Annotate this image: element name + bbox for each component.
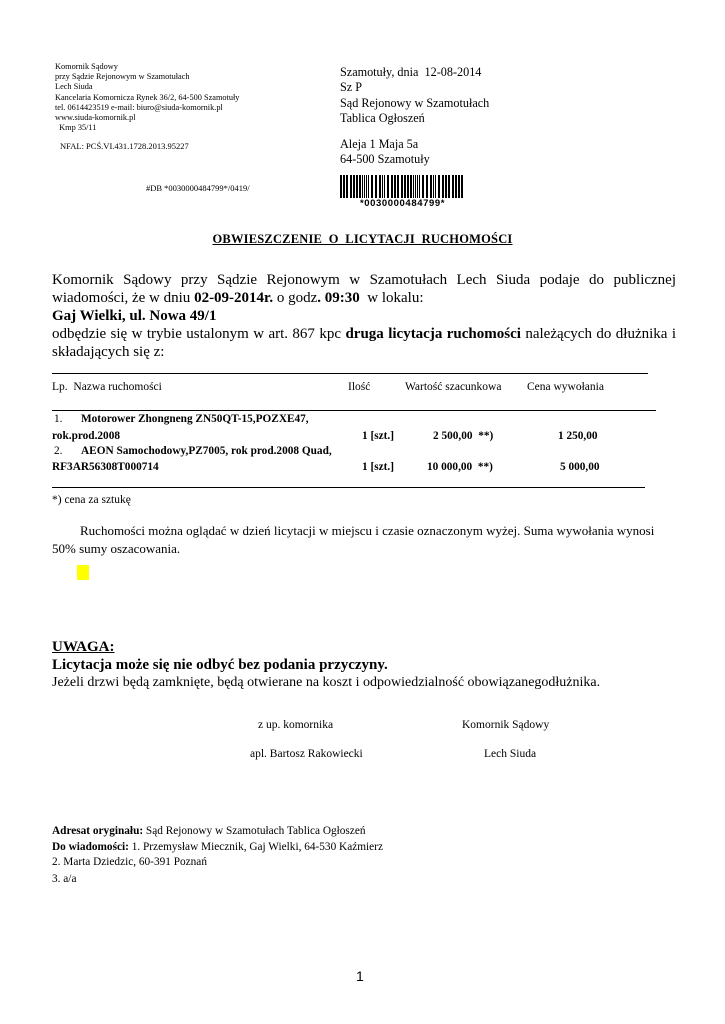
signature-left-name: apl. Bartosz Rakowiecki [250,748,363,760]
addressee-court: Sąd Rejonowy w Szamotułach [340,95,490,110]
recipient-original-value: Sąd Rejonowy w Szamotułach Tablica Ogłoszeń [143,825,366,837]
sender-line: Komornik Sądowy [55,62,118,71]
recipient-info-3: 3. a/a [52,872,77,885]
row-qty: 1 [szt.] [362,461,394,473]
addressee-city: 64-500 Szamotuły [340,152,430,167]
nfal-reference: NFAL: PCŚ.VI.431.1728.2013.95227 [60,141,189,151]
sender-line: www.siuda-komornik.pl [55,113,136,123]
addressee-street: Aleja 1 Maja 5a [340,137,419,151]
auction-date: 02-09-2014r. [194,290,274,306]
table-top-rule [52,373,648,374]
intro-text-2: o godz [273,290,318,306]
intro-text-4: odbędzie się w trybie ustalonym w art. 867 kpc [52,326,346,342]
sender-line: Kancelaria Komornicza Rynek 36/2, 64-500 Szamotuły [55,92,240,102]
sender-line: Lech Siuda [55,82,93,92]
barcode-text: *0030000484799* [359,198,446,207]
table-row [52,413,652,445]
sender-line: przy Sądzie Rejonowym w Szamotułach [55,72,190,82]
table-bottom-rule [52,487,645,488]
recipients-block [52,824,383,887]
warning-line-1: Licytacja może się nie odbyć bez podania przyczyny. [52,657,388,673]
sender-block [55,62,295,133]
warning-line-2: Jeżeli drzwi będą zamknięte, będą otwierane na koszt i odpowiedzialność obowiązanegodłużnika. [52,675,601,690]
case-ref: Sz P [340,80,363,95]
row-value: 2 500,00 **) [433,430,494,442]
intro-paragraph [52,271,676,361]
auction-type: druga licytacja ruchomości [345,326,521,342]
signature-right-role: Komornik Sądowy [462,719,550,731]
recipient-original-label: Adresat oryginału: [52,825,144,837]
intro-text-5: należących do dłużnika i składających się z: [52,326,677,360]
header-value: Wartość szacunkowa [405,381,502,393]
addressee-board: Tablica Ogłoszeń [340,111,425,126]
warning-heading: UWAGA: [52,639,115,655]
place-date: Szamotuły, dnia 12-08-2014 [340,65,482,79]
row-lp: 1. [54,413,63,425]
row-price: 5 000,00 [560,461,600,473]
signature-right-name: Lech Siuda [484,748,537,760]
row-qty: 1 [szt.] [362,430,394,442]
intro-dot: . [317,290,322,306]
row-lp: 2. [54,445,63,457]
page-number: 1 [356,968,364,984]
table-footnote: *) cena za sztukę [52,494,131,506]
recipient-info-label: Do wiadomości: [52,840,129,853]
recipient-info [52,840,383,856]
table-row [52,445,652,477]
row-value: 10 000,00 **) [427,461,493,473]
barcode [339,175,466,207]
sender-line: tel. 0614423519 e-mail: biuro@siuda-komornik.pl [55,102,223,112]
addressee-block [340,65,489,127]
db-reference: #DB *0030000484799*/0419/ [146,183,250,193]
sender-line: Kmp 35/11 [55,123,97,133]
row-price: 1 250,00 [558,430,598,442]
row-name-line1: AEON Samochodowy,PZ7005, rok prod.2008 Quad, [81,445,332,457]
signature-left-role: z up. komornika [258,719,334,731]
header-qty: Ilość [348,381,371,393]
header-price: Cena wywołania [527,381,604,393]
highlight-mark [77,565,89,580]
recipient-info-1: 1. Przemysław Miecznik, Gaj Wielki, 64-530 Kaźmierz [128,840,383,853]
row-name-line2: rok.prod.2008 [52,430,121,442]
viewing-info-paragraph: Ruchomości można oglądać w dzień licytacji w miejscu i czasie oznaczonym wyżej. Suma wywołania wynosi 50% sumy oszacowania. [52,523,655,556]
row-name-line1: Motorower Zhongneng ZN50QT-15,POZXE47, [81,413,309,425]
table-header-rule [52,410,656,411]
recipient-info-2: 2. Marta Dziedzic, 60-391 Poznań [52,856,207,868]
warning-block [52,638,600,692]
recipient-original [52,824,383,840]
row-name-line2: RF3AR56308T000714 [52,461,159,473]
auction-time: 09:30 [321,290,360,306]
header-lp-name: Lp. Nazwa ruchomości [52,381,162,393]
intro-text-1: Komornik Sądowy przy Sądzie Rejonowym w Szamotułach Lech Siuda podaje do publicznej wiadomości, że w dniu [52,272,676,306]
intro-text-3: w lokalu: [359,290,424,306]
document-title: OBWIESZCZENIE O LICYTACJI RUCHOMOŚCI [212,232,513,246]
auction-location: Gaj Wielki, ul. Nowa 49/1 [52,308,217,324]
addressee-address [340,137,430,168]
